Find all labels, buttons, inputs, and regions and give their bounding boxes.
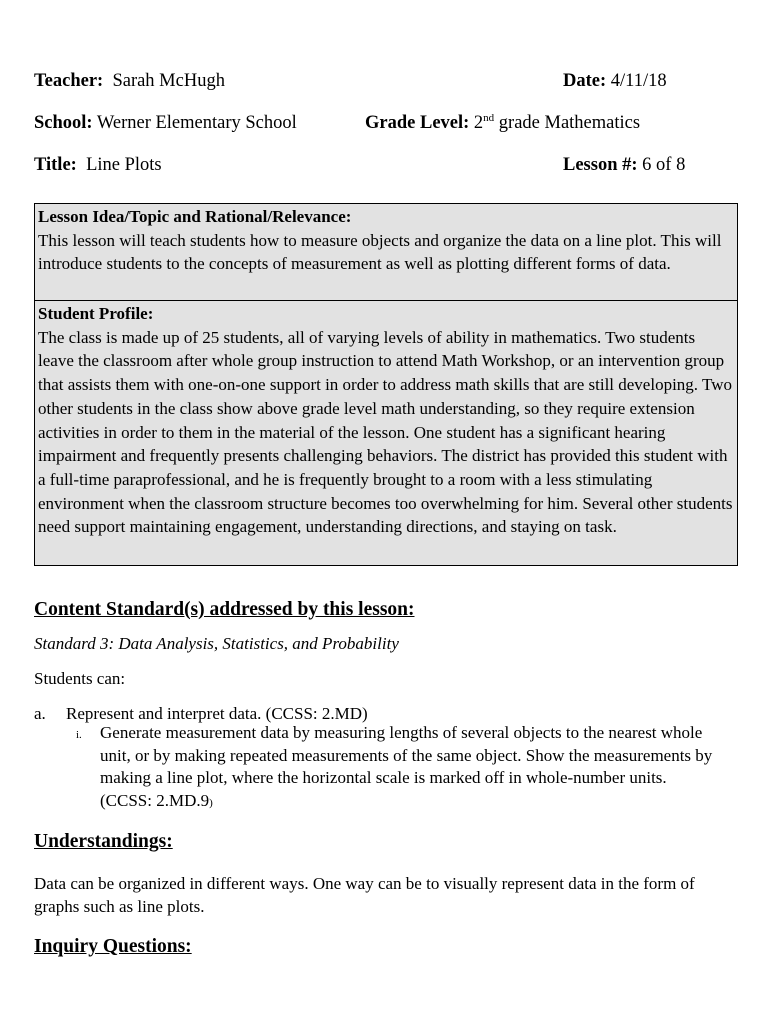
list-marker-a: a. <box>34 704 46 723</box>
understandings-text: Data can be organized in different ways. One way can be to visually represent data in the form of graphs such as line plots. <box>34 874 695 916</box>
grade-field <box>365 112 640 134</box>
date-label: Date: <box>563 71 607 91</box>
list-marker-i: i. <box>76 729 82 741</box>
standard-name: Standard 3: Data Analysis, Statistics, and Probability <box>34 634 399 653</box>
date-field <box>563 70 667 92</box>
student-profile-heading: Student Profile: <box>38 304 154 323</box>
lesson-number-label: Lesson #: <box>563 155 638 175</box>
lesson-idea-box <box>34 203 738 301</box>
lesson-title: Line Plots <box>86 155 162 175</box>
content-standards-title: Content Standard(s) addressed by this lesson: <box>34 599 415 620</box>
date-value: 4/11/18 <box>610 71 667 91</box>
school-row <box>34 112 698 134</box>
teacher-label: Teacher: <box>34 71 104 91</box>
lesson-number-field <box>563 154 685 176</box>
teacher-row <box>34 70 698 92</box>
teacher-name: Sarah McHugh <box>112 71 225 91</box>
student-profile-text: The class is made up of 25 students, all of varying levels of ability in mathematics. Two students leave the classroom after whole group instruction to attend Math Workshop, or an intervention group that assists them with one-on-one support in order to address math skills that are still developing. Two other students in the class show above grade level math understanding, so they require extension activities in order to them in the material of the lesson. One student has a significant hearing impairment and frequently presents challenging behaviors. The district has provided this student with a full-time paraprofessional, and he is frequently brought to a room with a less stimulating environment when the classroom structure becomes too overwhelming for him. Several other students need support maintaining engagement, understanding directions, and staying on task. <box>38 327 733 537</box>
title-row <box>34 154 698 176</box>
understandings-title: Understandings: <box>34 831 173 852</box>
grade-number: 2 <box>473 113 484 133</box>
grade-subject: grade Mathematics <box>498 113 641 133</box>
lesson-number-value: 6 of 8 <box>642 155 686 175</box>
lesson-idea-text: This lesson will teach students how to measure objects and organize the data on a line plot. This will introduce students to the concepts of measurement as well as plotting different forms of data. <box>38 230 722 274</box>
students-can-text: Students can: <box>34 669 126 688</box>
grade-superscript: nd <box>483 112 495 124</box>
inquiry-questions-title: Inquiry Questions: <box>34 936 192 957</box>
list-item-a-text: Represent and interpret data. (CCSS: 2.MD) <box>66 704 368 723</box>
school-name: Werner Elementary School <box>96 113 297 133</box>
student-profile-box <box>34 300 738 566</box>
list-item-i-text: Generate measurement data by measuring lengths of several objects to the nearest whole unit, or by making repeated measurements of the same object. Show the measurements by making a line plot, where the horizontal scale is marked off in whole-number units. (CCSS: 2.MD.9 <box>100 723 713 810</box>
school-label: School: <box>34 113 93 133</box>
list-item-i-close-paren: ) <box>209 796 213 809</box>
lesson-idea-heading: Lesson Idea/Topic and Rational/Relevance: <box>38 207 352 226</box>
title-label: Title: <box>34 155 77 175</box>
grade-label: Grade Level: <box>365 113 470 133</box>
list-item-i-body <box>100 722 716 814</box>
